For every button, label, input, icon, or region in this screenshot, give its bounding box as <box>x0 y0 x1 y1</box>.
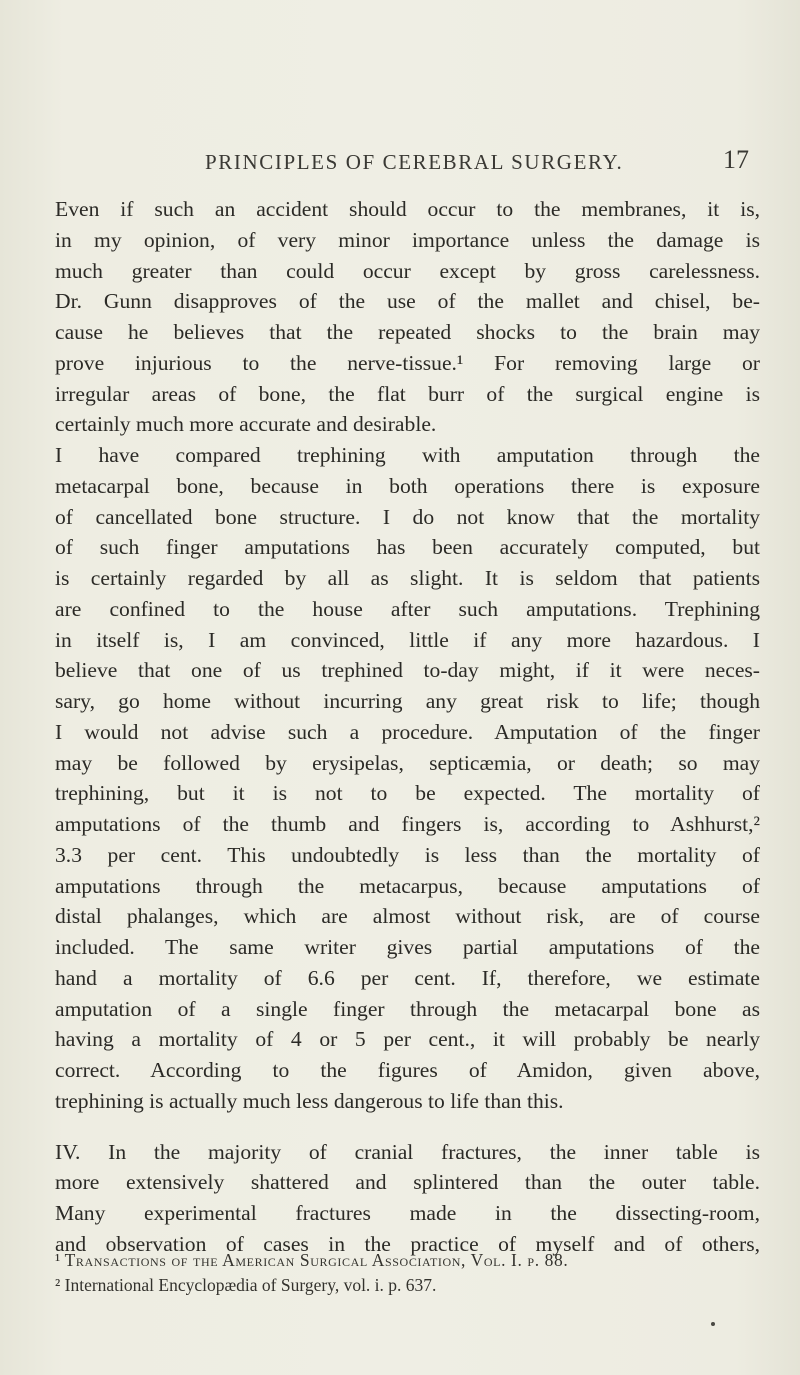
text-line: Many experimental fractures made in the dissecting-room, <box>55 1201 760 1225</box>
body-text <box>55 194 760 1260</box>
text-line: included. The same writer gives partial amputations of the <box>55 935 760 959</box>
text-line: and observation of cases in the practice of myself and of others, <box>55 1231 760 1256</box>
running-head <box>0 145 800 180</box>
text-line: irregular areas of bone, the flat burr of the surgical engine is <box>55 381 760 406</box>
text-line: amputation of a single finger through the metacarpal bone as <box>55 996 760 1021</box>
text-line: of cancellated bone structure. I do not know that the mortality <box>55 504 760 529</box>
text-line: I would not advise such a procedure. Amputation of the finger <box>55 719 760 744</box>
footnotes <box>55 1248 760 1298</box>
paper-speck <box>711 1322 715 1326</box>
text-line: sary, go home without incurring any great risk to life; though <box>55 689 760 713</box>
text-line: more extensively shattered and splintered than the outer table. <box>55 1170 760 1195</box>
footnote-2 <box>55 1273 760 1298</box>
text-line: trephining, but it is not to be expected. The mortality of <box>55 781 760 806</box>
footnote-text: Transactions of the American Surgical Association, Vol. I. p. 88. <box>64 1250 569 1270</box>
text-line: believe that one of us trephined to-day might, if it were neces- <box>55 658 760 683</box>
text-line: is certainly regarded by all as slight. It is seldom that patients <box>55 566 760 590</box>
running-title: PRINCIPLES OF CEREBRAL SURGERY. <box>205 150 624 174</box>
text-line: Dr. Gunn disapproves of the use of the mallet and chisel, be- <box>55 289 760 314</box>
text-line: cause he believes that the repeated shocks to the brain may <box>55 320 760 344</box>
text-line: may be followed by erysipelas, septicæmia, or death; so may <box>55 750 760 775</box>
footnote-text: International Encyclopædia of Surgery, vol. i. p. 637. <box>64 1275 437 1295</box>
text-line: certainly much more accurate and desirable. <box>55 412 437 437</box>
text-line: hand a mortality of 6.6 per cent. If, therefore, we estimate <box>55 965 760 990</box>
text-line: amputations of the thumb and fingers is, according to Ashhurst,² <box>55 812 760 836</box>
text-line: in itself is, I am convinced, little if any more hazardous. I <box>55 627 760 652</box>
text-line: distal phalanges, which are almost without risk, are of course <box>55 904 760 929</box>
paragraph-1 <box>55 194 760 440</box>
text-line: are confined to the house after such amputations. Trephining <box>55 596 760 621</box>
paragraph-2 <box>55 440 760 1117</box>
text-line: much greater than could occur except by gross carelessness. <box>55 258 760 283</box>
text-line: 3.3 per cent. This undoubtedly is less than the mortality of <box>55 842 760 867</box>
footnote-marker: ² <box>55 1275 61 1295</box>
footnote-1 <box>55 1248 760 1273</box>
text-line: having a mortality of 4 or 5 per cent., it will probably be nearly <box>55 1027 760 1052</box>
text-line: metacarpal bone, because in both operations there is exposure <box>55 473 760 498</box>
text-line: correct. According to the figures of Amidon, given above, <box>55 1058 760 1082</box>
text-line: Even if such an accident should occur to the membranes, it is, <box>55 197 760 221</box>
paragraph-gap <box>55 1117 760 1137</box>
text-line: amputations through the metacarpus, because amputations of <box>55 873 760 898</box>
text-line: trephining is actually much less dangerous to life than this. <box>55 1088 564 1113</box>
text-line: prove injurious to the nerve-tissue.¹ For removing large or <box>55 350 760 375</box>
text-line: IV. In the majority of cranial fractures, the inner table is <box>55 1139 760 1164</box>
paragraph-3 <box>55 1137 760 1260</box>
footnote-marker: ¹ <box>55 1250 61 1270</box>
text-line: in my opinion, of very minor importance unless the damage is <box>55 227 760 252</box>
page-number: 17 <box>723 145 749 174</box>
text-line: I have compared trephining with amputation through the <box>55 443 760 467</box>
text-line: of such finger amputations has been accurately computed, but <box>55 535 760 560</box>
